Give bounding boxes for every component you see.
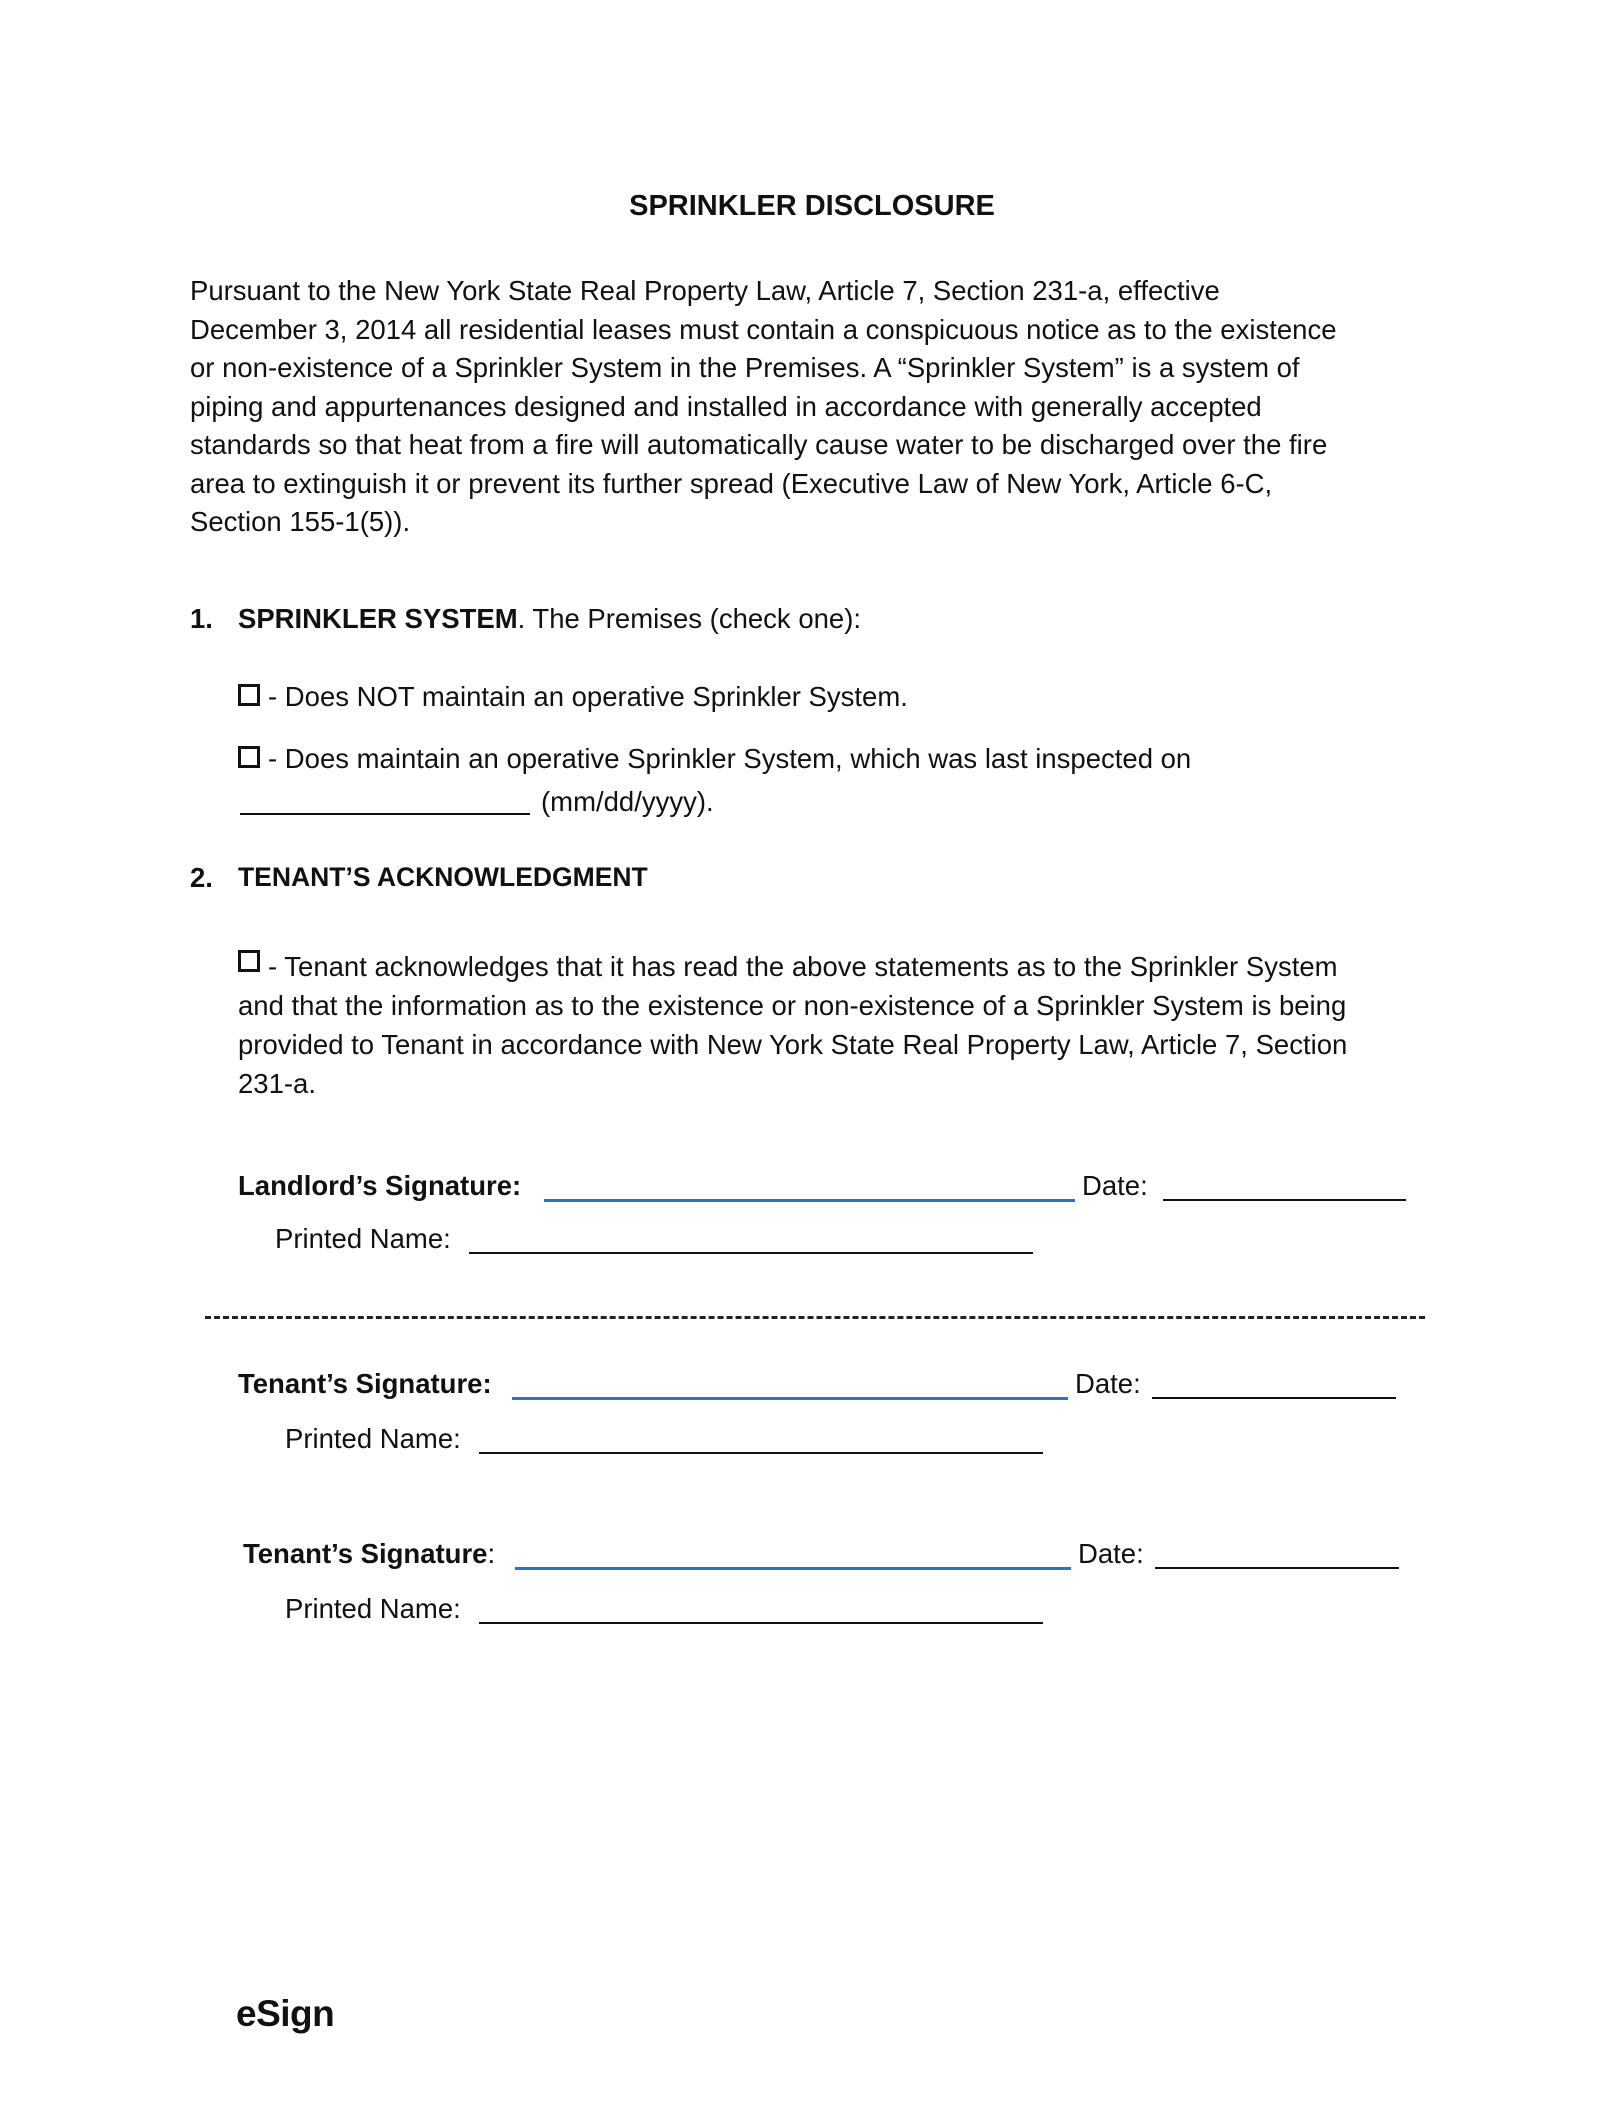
page-title: SPRINKLER DISCLOSURE bbox=[629, 190, 995, 222]
tenant-2-printed-name-field[interactable] bbox=[479, 1622, 1043, 1624]
landlord-date-field[interactable] bbox=[1163, 1199, 1406, 1201]
tenant-1-signature-field[interactable] bbox=[512, 1397, 1068, 1400]
section-divider bbox=[205, 1316, 1425, 1319]
date-format-hint: (mm/dd/yyyy). bbox=[541, 786, 714, 817]
intro-paragraph bbox=[190, 272, 1430, 542]
tenant-2-printed-name-label: Printed Name: bbox=[285, 1593, 461, 1624]
ack-line: 231-a. bbox=[238, 1068, 316, 1099]
section-1-heading-line bbox=[238, 603, 861, 635]
tenant-1-printed-name-label: Printed Name: bbox=[285, 1423, 461, 1454]
landlord-signature-field[interactable] bbox=[544, 1199, 1075, 1202]
intro-line: piping and appurtenances designed and installed in accordance with generally accepted bbox=[190, 390, 1262, 422]
tenant-2-signature-label-line bbox=[243, 1538, 495, 1570]
tenant-1-printed-name-field[interactable] bbox=[479, 1452, 1043, 1454]
tenant-2-date-label: Date: bbox=[1078, 1538, 1144, 1569]
section-2-heading: TENANT’S ACKNOWLEDGMENT bbox=[238, 862, 648, 892]
intro-line: standards so that heat from a fire will automatically cause water to be discharged over the fire bbox=[190, 429, 1328, 460]
tenant-2-signature-colon: : bbox=[487, 1538, 496, 1569]
tenant-2-signature-label: Tenant’s Signature bbox=[243, 1538, 488, 1569]
ack-line: - Tenant acknowledges that it has read the above statements as to the Sprinkler System bbox=[268, 951, 1338, 982]
tenant-1-date-label: Date: bbox=[1075, 1368, 1141, 1399]
acknowledgment-text bbox=[238, 947, 1438, 1103]
ack-line: and that the information as to the existence or non-existence of a Sprinkler System is being bbox=[238, 990, 1347, 1021]
not-maintained-checkbox[interactable] bbox=[238, 684, 260, 706]
esign-logo: eSign bbox=[236, 1993, 335, 2034]
landlord-printed-name-field[interactable] bbox=[469, 1252, 1033, 1254]
landlord-signature-label: Landlord’s Signature: bbox=[238, 1170, 522, 1201]
section-1-number: 1. bbox=[190, 603, 213, 634]
ack-line: provided to Tenant in accordance with New York State Real Property Law, Article 7, Section bbox=[238, 1029, 1348, 1060]
section-1-heading: SPRINKLER SYSTEM bbox=[238, 603, 518, 634]
option-not-maintained-label: - Does NOT maintain an operative Sprinkler System. bbox=[268, 681, 908, 712]
tenant-1-signature-label: Tenant’s Signature: bbox=[238, 1368, 492, 1399]
tenant-2-signature-field[interactable] bbox=[515, 1567, 1071, 1570]
intro-line: area to extinguish it or prevent its further spread (Executive Law of New York, Article 6-C, bbox=[190, 467, 1273, 499]
intro-line: Section 155-1(5)). bbox=[190, 506, 411, 537]
inspection-date-field[interactable] bbox=[240, 813, 530, 815]
tenant-1-date-field[interactable] bbox=[1152, 1397, 1396, 1399]
intro-line: Pursuant to the New York State Real Property Law, Article 7, Section 231-a, effective bbox=[190, 275, 1220, 306]
section-2-number: 2. bbox=[190, 862, 213, 893]
landlord-date-label: Date: bbox=[1082, 1170, 1148, 1201]
landlord-printed-name-label: Printed Name: bbox=[275, 1223, 451, 1254]
tenant-2-date-field[interactable] bbox=[1155, 1567, 1399, 1569]
intro-line: December 3, 2014 all residential leases must contain a conspicuous notice as to the existence bbox=[190, 313, 1337, 345]
maintained-checkbox[interactable] bbox=[238, 746, 260, 768]
option-maintained-label: - Does maintain an operative Sprinkler System, which was last inspected on bbox=[268, 743, 1192, 774]
intro-line: or non-existence of a Sprinkler System in the Premises. A “Sprinkler System” is a system of bbox=[190, 352, 1300, 383]
section-1-text: . The Premises (check one): bbox=[517, 603, 861, 634]
